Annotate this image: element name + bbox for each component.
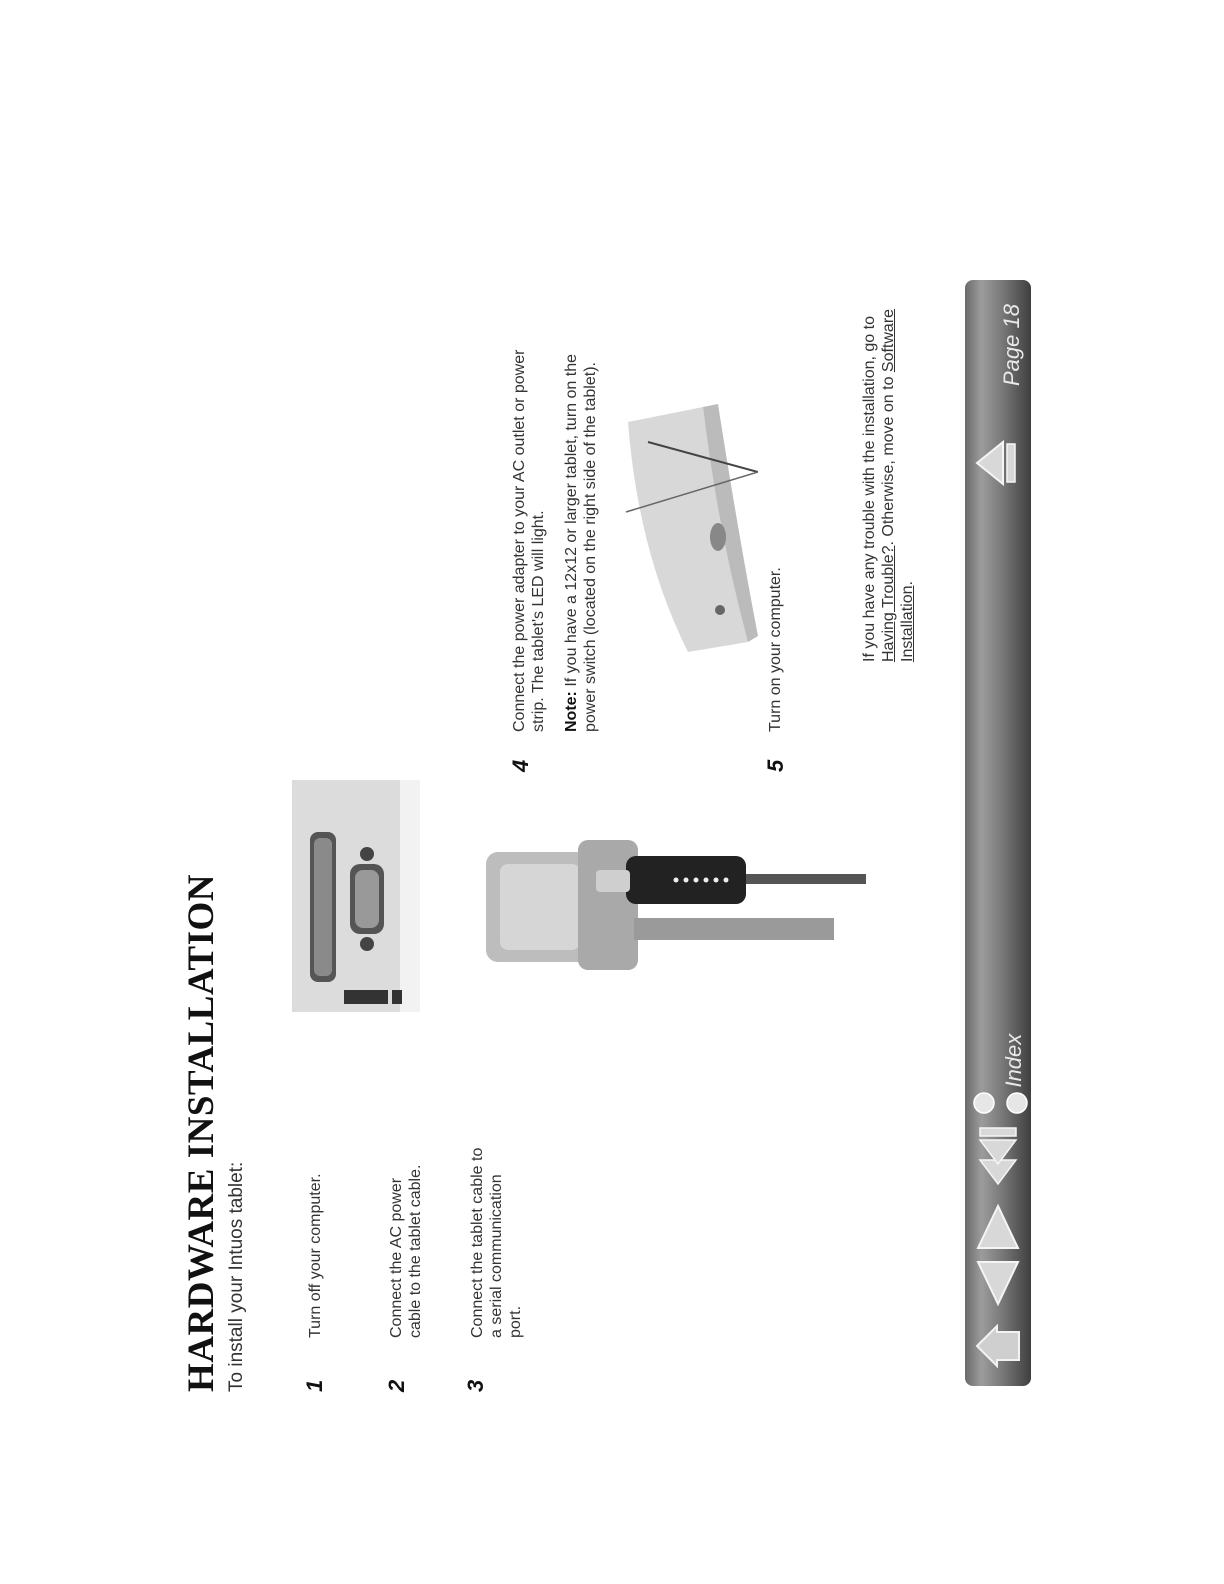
previous-page-icon[interactable] <box>975 1258 1021 1308</box>
manual-page <box>180 0 1032 1392</box>
closing-text-part2: . Otherwise, move on to <box>880 372 897 546</box>
step-5-number: 5 <box>763 759 788 772</box>
step-2-text: Connect the AC power cable to the tablet cable. <box>388 1164 424 1338</box>
step-4-note <box>562 322 600 732</box>
software-installation-link[interactable]: Software Installation <box>880 308 916 662</box>
next-page-icon[interactable] <box>975 1202 1021 1252</box>
contents-bullet-icon <box>973 1092 995 1114</box>
step-1-text: Turn off your computer. <box>307 1173 324 1338</box>
page-title: HARDWARE INSTALLATION <box>181 874 222 1392</box>
closing-text-part1: If you have any trouble with the installation, go to <box>861 316 878 662</box>
up-arrow-icon[interactable] <box>973 440 1023 486</box>
serial-port-photo <box>292 780 420 1012</box>
home-icon[interactable] <box>975 1324 1021 1368</box>
cable-connector-photo <box>486 812 866 980</box>
step-5-text: Turn on your computer. <box>767 567 784 732</box>
step-3-number: 3 <box>463 1379 488 1392</box>
serial-port-illustration <box>292 780 420 1012</box>
back-icon[interactable] <box>975 1124 1021 1186</box>
step-4-text: Connect the power adapter to your AC outlet or power strip. The tablet's LED will light. <box>511 349 547 732</box>
tablet-switch-illustration <box>608 392 758 672</box>
navigation-bar <box>965 280 1031 1386</box>
closing-text-part3: . <box>899 581 916 586</box>
index-bullet-icon <box>1006 1092 1028 1114</box>
step-1-number: 1 <box>302 1379 327 1392</box>
page-number: Page 18 <box>999 304 1024 386</box>
index-label: Index <box>1001 1033 1026 1088</box>
note-label: Note: <box>563 691 580 732</box>
step-2-number: 2 <box>384 1379 409 1392</box>
step-4-number: 4 <box>508 759 533 772</box>
tablet-switch-photo <box>608 392 758 672</box>
intro-text: To install your Intuos tablet: <box>226 1161 247 1392</box>
note-text: If you have a 12x12 or larger tablet, turn on the power switch (located on the right side of the tablet). <box>563 354 599 732</box>
step-3-text: Connect the tablet cable to a serial communication port. <box>469 1147 524 1338</box>
contents-button[interactable] <box>973 1092 1000 1114</box>
having-trouble-link[interactable]: Having Trouble? <box>880 545 897 662</box>
closing-text <box>860 272 917 662</box>
index-button[interactable] <box>1001 1034 1028 1114</box>
cable-connector-illustration <box>486 812 866 980</box>
